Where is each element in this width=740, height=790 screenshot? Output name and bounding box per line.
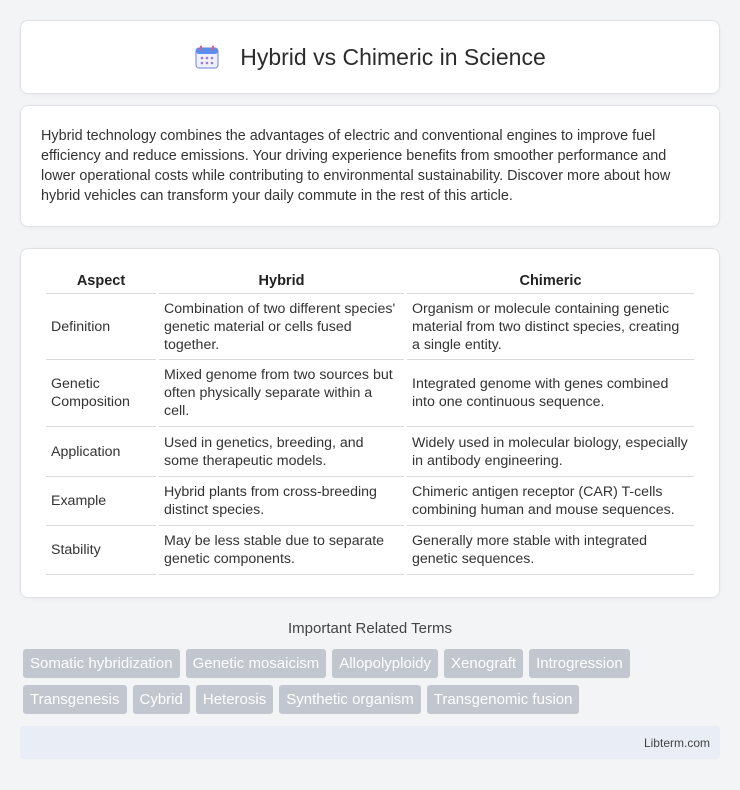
row-hybrid: May be less stable due to separate genetic components.	[159, 526, 404, 575]
calendar-icon	[194, 44, 220, 70]
tag-heterosis[interactable]: Heterosis	[196, 685, 273, 714]
row-chimeric: Generally more stable with integrated genetic sequences.	[407, 526, 694, 575]
page-title: Hybrid vs Chimeric in Science	[240, 43, 546, 70]
tag-genetic-mosaicism[interactable]: Genetic mosaicism	[186, 649, 327, 678]
row-hybrid: Hybrid plants from cross-breeding distinct species.	[159, 477, 404, 526]
intro-text: Hybrid technology combines the advantages of electric and conventional engines to improve fuel efficiency and reduce emissions. Your driving experience benefits from smoother performance and lower operational costs while contributing to environmental sustainability. Discover more about how hybrid vehicles can transform your daily commute in the rest of this article.	[41, 128, 671, 204]
footer	[20, 726, 720, 759]
table-row	[46, 294, 694, 360]
tag-transgenomic-fusion[interactable]: Transgenomic fusion	[427, 685, 580, 714]
row-aspect: Example	[46, 477, 156, 526]
row-hybrid: Combination of two different species' genetic material or cells fused together.	[159, 294, 404, 360]
row-chimeric: Organism or molecule containing genetic material from two distinct species, creating a single entity.	[407, 294, 694, 360]
footer-site-link[interactable]: Libterm.com	[643, 735, 710, 750]
table-header-row	[46, 267, 694, 294]
table-row	[46, 526, 694, 575]
related-terms-title: Important Related Terms	[288, 620, 452, 637]
comparison-table	[43, 267, 697, 575]
tag-allopolyploidy[interactable]: Allopolyploidy	[332, 649, 438, 678]
tag-xenograft[interactable]: Xenograft	[444, 649, 523, 678]
row-chimeric: Integrated genome with genes combined into one continuous sequence.	[407, 360, 694, 427]
tag-synthetic-organism[interactable]: Synthetic organism	[279, 685, 421, 714]
row-chimeric: Widely used in molecular biology, especially in antibody engineering.	[407, 427, 694, 477]
related-terms-list	[20, 649, 720, 714]
table-row	[46, 360, 694, 427]
column-header-aspect: Aspect	[46, 267, 156, 294]
table-row	[46, 477, 694, 526]
table-row	[46, 427, 694, 477]
header-card	[20, 20, 720, 94]
intro-card	[20, 105, 720, 227]
tag-cybrid[interactable]: Cybrid	[133, 685, 190, 714]
row-hybrid: Used in genetics, breeding, and some therapeutic models.	[159, 427, 404, 477]
row-aspect: Definition	[46, 294, 156, 360]
row-chimeric: Chimeric antigen receptor (CAR) T-cells combining human and mouse sequences.	[407, 477, 694, 526]
tag-transgenesis[interactable]: Transgenesis	[23, 685, 127, 714]
tag-somatic-hybridization[interactable]: Somatic hybridization	[23, 649, 180, 678]
row-aspect: Stability	[46, 526, 156, 575]
tag-introgression[interactable]: Introgression	[529, 649, 630, 678]
row-aspect: Genetic Composition	[46, 360, 156, 427]
column-header-hybrid: Hybrid	[159, 267, 404, 294]
row-aspect: Application	[46, 427, 156, 477]
row-hybrid: Mixed genome from two sources but often physically separate within a cell.	[159, 360, 404, 427]
column-header-chimeric: Chimeric	[407, 267, 694, 294]
comparison-card	[20, 248, 720, 598]
